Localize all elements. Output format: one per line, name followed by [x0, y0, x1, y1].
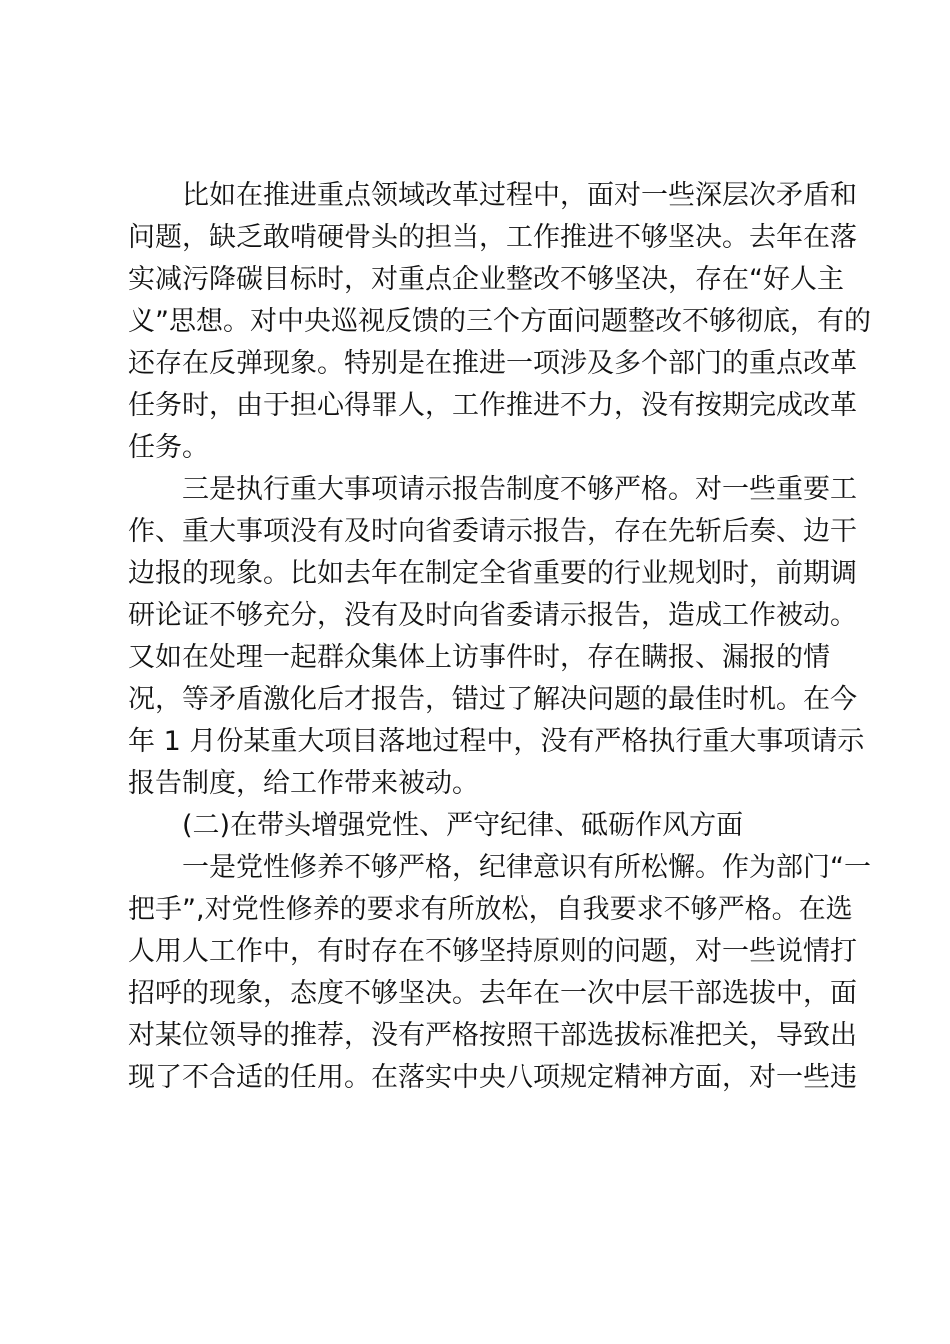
text-line: 任务。: [128, 432, 209, 463]
text-line: 边报的现象。比如去年在制定全省重要的行业规划时，前期调: [128, 558, 857, 589]
text-line: 比如在推进重点领域改革过程中，面对一些深层次矛盾和: [182, 180, 857, 211]
paragraph-party-discipline: [128, 847, 871, 1099]
paragraph-reporting-system: [128, 469, 865, 805]
text-line: 人用人工作中，有时存在不够坚持原则的问题，对一些说情打: [128, 936, 857, 967]
section-heading: [128, 805, 828, 847]
text-line: 年 1 月份某重大项目落地过程中，没有严格执行重大事项请示: [128, 726, 865, 757]
text-line: 作、重大事项没有及时向省委请示报告，存在先斩后奏、边干: [128, 516, 857, 547]
text-line: 还存在反弹现象。特别是在推进一项涉及多个部门的重点改革: [128, 348, 857, 379]
paragraph-reform: [128, 175, 871, 469]
text-line: 问题，缺乏敢啃硬骨头的担当，工作推进不够坚决。去年在落: [128, 222, 857, 253]
text-line: 任务时，由于担心得罪人，工作推进不力，没有按期完成改革: [128, 390, 857, 421]
section-heading-text: (二)在带头增强党性、严守纪律、砥砺作风方面: [182, 810, 744, 841]
text-line: 招呼的现象，态度不够坚决。去年在一次中层干部选拔中，面: [128, 978, 857, 1009]
text-line: 三是执行重大事项请示报告制度不够严格。对一些重要工: [182, 474, 857, 505]
text-line: 研论证不够充分，没有及时向省委请示报告，造成工作被动。: [128, 600, 857, 631]
text-line: 现了不合适的任用。在落实中央八项规定精神方面，对一些违: [128, 1062, 857, 1093]
text-line: 对某位领导的推荐，没有严格按照干部选拔标准把关，导致出: [128, 1020, 857, 1051]
text-line: 义”思想。对中央巡视反馈的三个方面问题整改不够彻底，有的: [128, 306, 871, 337]
text-line: 把手”,对党性修养的要求有所放松，自我要求不够严格。在选: [128, 894, 853, 925]
text-line: 又如在处理一起群众集体上访事件时，存在瞒报、漏报的情: [128, 642, 830, 673]
text-line: 一是党性修养不够严格，纪律意识有所松懈。作为部门“一: [182, 852, 871, 883]
document-body: [128, 175, 871, 1099]
text-line: 报告制度，给工作带来被动。: [128, 768, 479, 799]
text-line: 况，等矛盾激化后才报告，错过了解决问题的最佳时机。在今: [128, 684, 857, 715]
text-line: 实减污降碳目标时，对重点企业整改不够坚决，存在“好人主: [128, 264, 844, 295]
